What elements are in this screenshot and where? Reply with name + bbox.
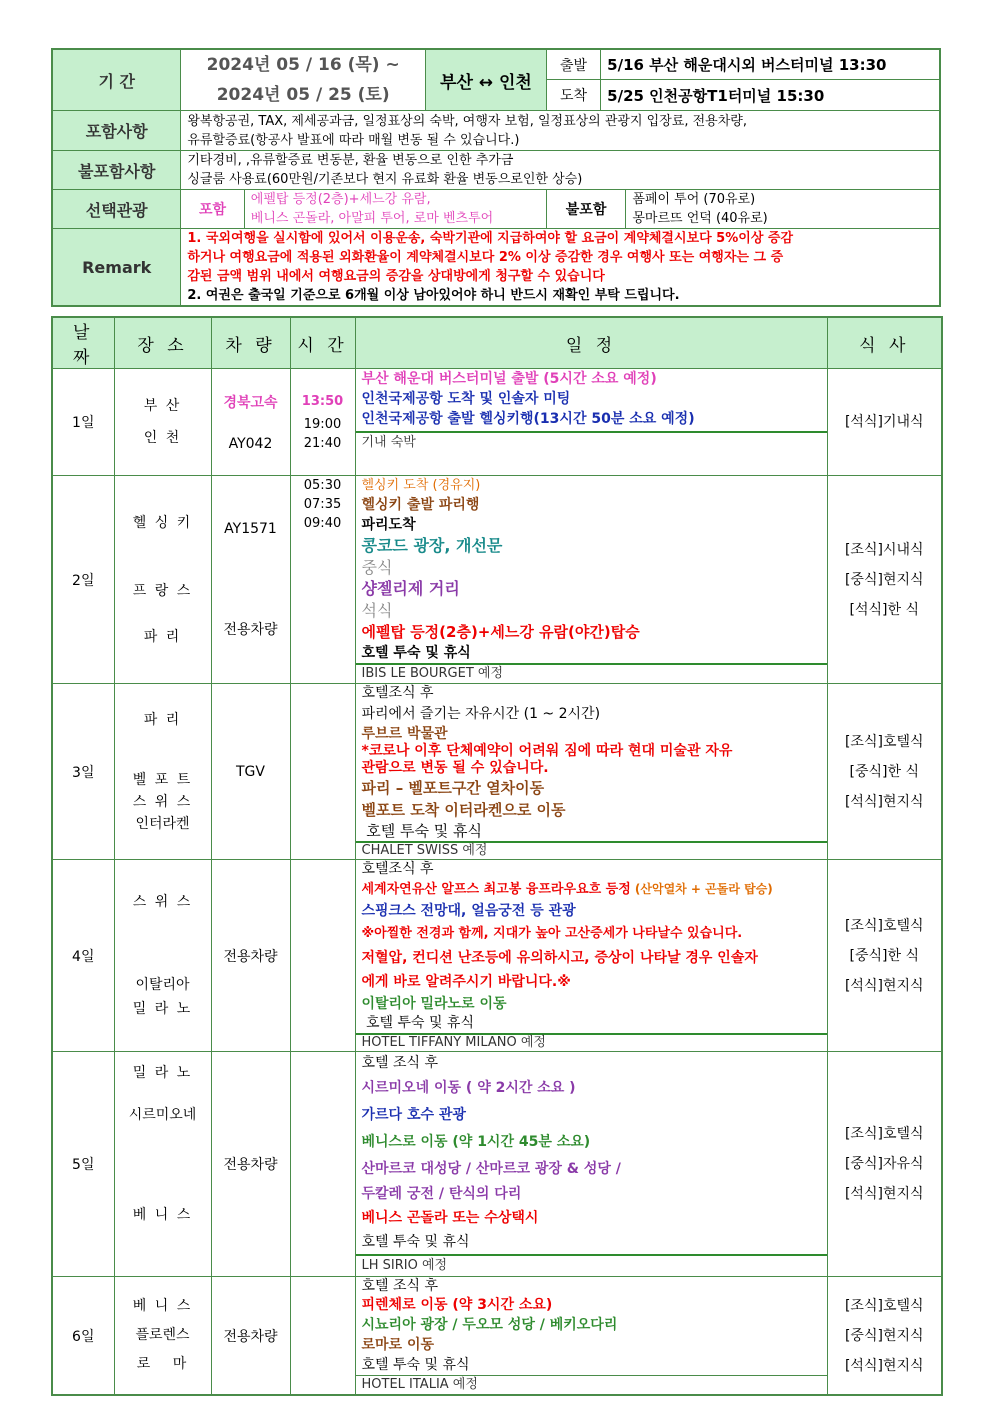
schedule-line: 호텔 투숙 및 휴식 [361, 645, 471, 661]
schedule-line: 파리에서 즐기는 자유시간 (1 ~ 2시간) [361, 706, 601, 722]
schedule-line: 파리도착 [361, 517, 416, 533]
hotel-line: IBIS LE BOURGET 예정 [356, 663, 827, 683]
opt-exclude-line-1: 폼페이 투어 (70유로) [632, 192, 756, 207]
day-vehicle [211, 860, 290, 1052]
day-places [114, 369, 211, 476]
header-time: 시 간 [290, 317, 355, 369]
place-item: 베 니 스 [132, 1298, 193, 1314]
day-times [290, 476, 355, 684]
schedule-line: 호텔 투숙 및 휴식 [361, 1357, 470, 1373]
schedule-line: 헬싱키 도착 (경유지) [361, 478, 481, 493]
time-item: 21:40 [303, 435, 342, 451]
place-item: 플로렌스 [135, 1327, 190, 1343]
opt-include-label: 포함 [181, 190, 244, 229]
day-meals [827, 684, 942, 860]
day-meals [827, 369, 942, 476]
place-item: 부 산 [143, 398, 182, 414]
day-row [52, 684, 942, 860]
place-item: 프 랑 스 [132, 582, 193, 599]
day-times [290, 369, 355, 476]
schedule-line: 피렌체로 이동 (약 3시간 소요) [361, 1297, 553, 1313]
schedule-line: 저혈압, 컨디션 난조등에 유의하시고, 증상이 나타날 경우 인솔자 [361, 950, 758, 966]
schedule-line: (산악열차 + 곤돌라 탑승) [634, 882, 773, 896]
day-meals [827, 1052, 942, 1277]
header-place: 장 소 [114, 317, 211, 369]
schedule-line: 헬싱키 출발 파리행 [361, 497, 480, 513]
place-item: 헬 싱 키 [132, 514, 193, 531]
day-label: 3일 [52, 684, 114, 860]
schedule-line: 호텔 투숙 및 휴식 [361, 822, 483, 840]
period-label: 기 간 [52, 49, 181, 111]
schedule-line: 호텔 투숙 및 휴식 [361, 1015, 474, 1031]
hotel-line: HOTEL TIFFANY MILANO 예정 [356, 1033, 827, 1051]
day-label: 5일 [52, 1052, 114, 1277]
place-item: 벨 포 트 [132, 771, 193, 788]
excluded-label: 불포함사항 [52, 151, 181, 190]
remark-line-1a: 1. 국외여행을 실시함에 있어서 이용운송, 숙박기관에 지급하여야 할 요금이 계약체결시보다 5%이상 증감 [187, 231, 794, 246]
header-meal: 식 사 [827, 317, 942, 369]
schedule-line: 베니스 곤돌라 또는 수상택시 [361, 1210, 539, 1226]
day-schedule [355, 860, 827, 1052]
time-item: 07:35 [303, 497, 342, 512]
excluded-text [181, 151, 940, 190]
time-item: 13:50 [301, 393, 344, 409]
meal-item: [중식]한 식 [849, 947, 919, 964]
meal-item: [조식]시내식 [844, 541, 924, 558]
schedule-line: 호텔 투숙 및 휴식 [361, 1234, 470, 1250]
meal-item: [중식]현지식 [844, 1327, 924, 1344]
day-schedule [355, 684, 827, 860]
schedule-line: 로마로 이동 [361, 1337, 434, 1353]
schedule-line: 호텔 조식 후 [361, 1278, 439, 1294]
meal-item: [석식]현지식 [844, 793, 924, 810]
day-vehicle [211, 1277, 290, 1396]
date-start: 2024년 05 / 16 (목) ~ [206, 55, 400, 75]
schedule-line: 에펠탑 등정(2층)+세느강 유람(야간)탑승 [361, 623, 640, 641]
day-row [52, 369, 942, 476]
opt-exclude-line-2: 몽마르뜨 언덕 (40유로) [632, 211, 768, 226]
vehicle-item: 전용차량 [223, 621, 278, 638]
meal-item: [조식]호텔식 [844, 733, 924, 750]
header-vehicle: 차 량 [211, 317, 290, 369]
day-vehicle [211, 684, 290, 860]
vehicle-item: 전용차량 [223, 1328, 278, 1345]
day-label: 1일 [52, 369, 114, 476]
opt-exclude-text [626, 190, 940, 229]
day-meals [827, 860, 942, 1052]
schedule-line: 중식 [361, 558, 393, 577]
remark-line-2: 2. 여권은 출국일 기준으로 6개월 이상 남아있어야 하니 반드시 재확인 부탁 드립니다. [187, 288, 680, 303]
schedule-line: 베니스로 이동 (약 1시간 45분 소요) [361, 1134, 591, 1150]
opt-include-line-2: 베니스 곤돌라, 아말피 투어, 로마 벤츠투어 [250, 211, 494, 226]
day-times [290, 684, 355, 860]
schedule-line: 부산 해운대 버스터미널 출발 (5시간 소요 예정) [361, 371, 657, 387]
route: 부산 ↔ 인천 [426, 49, 547, 111]
day-places [114, 1277, 211, 1396]
arrive-value: 5/25 인천공항T1터미널 15:30 [601, 80, 940, 111]
meal-item: [석식]현지식 [844, 1186, 924, 1202]
time-item: 19:00 [303, 416, 342, 432]
meal-item: [중식]한 식 [849, 763, 919, 780]
schedule-line: 가르다 호수 관광 [361, 1107, 466, 1123]
vehicle-item: 전용차량 [223, 948, 278, 965]
excluded-line-2: 싱글룸 사용료(60만원/기존보다 현지 유료화 환율 변동으로인한 상승) [187, 172, 583, 187]
day-schedule [355, 476, 827, 684]
schedule-line: 벨포트 도착 이터라켄으로 이동 [361, 801, 566, 819]
day-schedule [355, 369, 827, 476]
included-line-1: 왕복항공권, TAX, 제세공과금, 일정표상의 숙박, 여행자 보험, 일정표상의 관광지 입장료, 전용차량, [187, 113, 747, 129]
day-label: 6일 [52, 1277, 114, 1396]
itinerary-table [51, 316, 943, 1396]
schedule-line: 콩코드 광장, 개선문 [361, 536, 503, 555]
day-vehicle [211, 1052, 290, 1277]
meal-item: [석식]현지식 [844, 977, 924, 994]
schedule-line: 호텔조식 후 [361, 861, 434, 877]
place-item: 인터라켄 [135, 815, 190, 832]
schedule-line: 시뇨리아 광장 / 두오모 성당 / 베키오다리 [361, 1317, 618, 1333]
day-meals [827, 1277, 942, 1396]
meal-item: [조식]호텔식 [844, 1297, 924, 1314]
day-schedule [355, 1277, 827, 1396]
schedule-line: *코로나 이후 단체예약이 어려워 짐에 따라 현대 미술관 자유 [361, 743, 733, 759]
schedule-line: 산마르코 대성당 / 산마르코 광장 & 성당 / [361, 1161, 621, 1177]
day-places [114, 476, 211, 684]
place-item: 이탈리아 [135, 976, 190, 993]
place-item: 밀 라 노 [132, 1065, 193, 1081]
meal-item: [조식]호텔식 [844, 917, 924, 934]
day-label: 4일 [52, 860, 114, 1052]
day-times [290, 1277, 355, 1396]
hotel-line: CHALET SWISS 예정 [356, 841, 827, 859]
meal-item: [석식]기내식 [844, 414, 924, 430]
meal-item: [석식]현지식 [844, 1357, 924, 1374]
schedule-line: 이탈리아 밀라노로 이동 [361, 996, 507, 1012]
opt-include-line-1: 에펠탑 등정(2층)+세느강 유람, [250, 192, 431, 207]
day-row [52, 476, 942, 684]
schedule-line: 파리 – 벨포트구간 열차이동 [361, 779, 545, 797]
hotel-line: 기내 숙박 [356, 431, 827, 453]
header-date: 날 짜 [52, 317, 114, 369]
place-item: 밀 라 노 [132, 1000, 193, 1017]
day-meals [827, 476, 942, 684]
trip-info-table [51, 48, 941, 307]
place-item: 파 리 [143, 628, 182, 645]
schedule-line: 스핑크스 전망대, 얼음궁전 등 관광 [361, 903, 576, 919]
vehicle-item: AY042 [228, 436, 273, 452]
opt-exclude-label: 불포함 [546, 190, 626, 229]
hotel-line: HOTEL ITALIA 예정 [356, 1375, 827, 1394]
hotel-line: LH SIRIO 예정 [356, 1254, 827, 1276]
date-end: 2024년 05 / 25 (토) [216, 85, 390, 105]
remark-text [181, 229, 940, 307]
day-vehicle [211, 476, 290, 684]
day-row [52, 860, 942, 1052]
place-item: 베 니 스 [132, 1207, 193, 1223]
remark-line-1c: 감된 금액 범위 내에서 여행요금의 증감을 상대방에게 청구할 수 있습니다 [187, 269, 605, 284]
vehicle-item: TGV [236, 763, 265, 780]
day-places [114, 860, 211, 1052]
day-places [114, 1052, 211, 1277]
day-label: 2일 [52, 476, 114, 684]
remark-line-1b: 하거나 여행요금에 적용된 외화환율이 계약체결시보다 2% 이상 증감한 경우 여행사 또는 여행자는 그 증 [187, 250, 784, 265]
schedule-line: ※아찔한 전경과 함께, 지대가 높아 고산증세가 나타날수 있습니다. [361, 926, 743, 941]
day-places [114, 684, 211, 860]
schedule-line: 석식 [361, 601, 393, 620]
included-line-2: 유류할증료(항공사 발표에 따라 매월 변동 될 수 있습니다.) [187, 132, 520, 148]
meal-item: [석식]한 식 [849, 601, 919, 618]
schedule-line: 세계자연유산 알프스 최고봉 융프라우요흐 등정 [361, 882, 631, 897]
place-item: 시르미오네 [128, 1107, 197, 1123]
excluded-line-1: 기타경비, ,유류할증료 변동분, 환율 변동으로 인한 추가금 [187, 153, 514, 168]
included-text [181, 111, 940, 151]
schedule-line: 인천국제공항 출발 헬싱키행(13시간 50분 소요 예정) [361, 411, 695, 427]
schedule-line: 시르미오네 이동 ( 약 2시간 소요 ) [361, 1080, 576, 1096]
schedule-line: 인천국제공항 도착 및 인솔자 미팅 [361, 391, 571, 407]
day-row [52, 1277, 942, 1396]
place-item: 인 천 [143, 430, 182, 446]
vehicle-item: 경북고속 [223, 395, 278, 411]
schedule-line: 관람으로 변동 될 수 있습니다. [361, 760, 549, 776]
depart-value: 5/16 부산 해운대시외 버스터미널 13:30 [601, 49, 940, 80]
day-times [290, 860, 355, 1052]
included-label: 포함사항 [52, 111, 181, 151]
meal-item: [중식]현지식 [844, 571, 924, 588]
schedule-line: 호텔 조식 후 [361, 1055, 439, 1071]
day-vehicle [211, 369, 290, 476]
remark-label: Remark [52, 229, 181, 307]
schedule-line: 두칼레 궁전 / 탄식의 다리 [361, 1186, 522, 1202]
header-schedule: 일 정 [355, 317, 827, 369]
schedule-line: 호텔조식 후 [361, 685, 434, 701]
day-times [290, 1052, 355, 1277]
opt-include-text [244, 190, 546, 229]
time-item: 09:40 [303, 516, 342, 531]
schedule-line: 루브르 박물관 [361, 726, 448, 742]
place-item: 스 위 스 [132, 893, 193, 910]
optional-label: 선택관광 [52, 190, 181, 229]
meal-item: [조식]호텔식 [844, 1126, 924, 1142]
vehicle-item: AY1571 [224, 520, 277, 537]
day-schedule [355, 1052, 827, 1277]
place-item: 스 위 스 [132, 793, 193, 810]
period-dates [181, 49, 426, 111]
time-item: 05:30 [303, 478, 342, 493]
schedule-line: 에게 바로 알려주시기 바랍니다.※ [361, 974, 571, 990]
place-item: 로 마 [136, 1356, 189, 1372]
arrive-label: 도착 [546, 80, 600, 111]
schedule-line: 샹젤리제 거리 [361, 579, 460, 598]
meal-item: [중식]자유식 [844, 1156, 924, 1172]
place-item: 파 리 [143, 711, 182, 728]
day-row [52, 1052, 942, 1277]
vehicle-item: 전용차량 [223, 1157, 278, 1173]
depart-label: 출발 [546, 49, 600, 80]
